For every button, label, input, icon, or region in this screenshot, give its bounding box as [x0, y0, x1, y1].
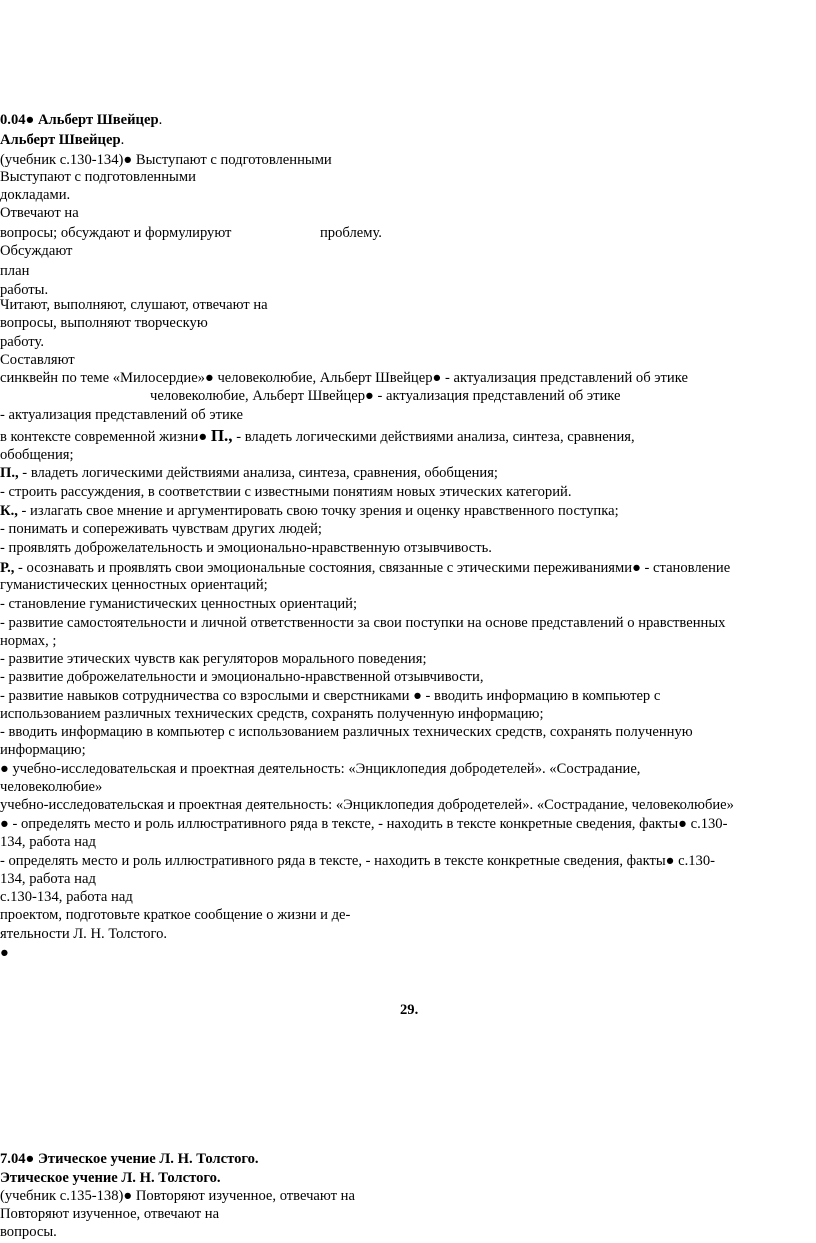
text-line: учебно-исследовательская и проектная деятельность: «Энциклопедия добродетелей». «Сострадание, человеколюбие» [0, 797, 734, 813]
text-line: вопросы. [0, 1224, 57, 1240]
text-fragment: - осознавать и проявлять свои эмоциональные состояния, связанные с этическими переживаниями● - становление [14, 560, 731, 576]
text-fragment: проблему. [320, 225, 382, 241]
lesson-title-dot: . [158, 112, 163, 128]
text-line: информацию; [0, 742, 86, 758]
text-line: - развитие доброжелательности и эмоционально-нравственной отзывчивости, [0, 669, 484, 685]
text-line: человеколюбие, Альберт Швейцер● - актуализация представлений об этике [150, 388, 621, 404]
text-line [0, 427, 635, 446]
text-line: - становление гуманистических ценностных ориентаций; [0, 596, 358, 612]
text-fragment: в контексте современной жизни● [0, 429, 211, 445]
text-line: (учебник с.130-134)● Выступают с подготовленными [0, 152, 332, 168]
text-line: проектом, подготовьте краткое сообщение о жизни и де- [0, 907, 351, 923]
text-line: работу. [0, 334, 44, 350]
lesson-topic-dot: . [120, 132, 125, 148]
text-line: - вводить информацию в компьютер с использованием различных технических средств, сохранять полученную [0, 724, 693, 740]
text-line: работы. [0, 282, 49, 298]
text-line: докладами. [0, 187, 71, 203]
text-line: гуманистических ценностных ориентаций; [0, 577, 268, 593]
text-line: вопросы, выполняют творческую [0, 315, 208, 331]
text-fragment: - владеть логическими действиями анализа, синтеза, сравнения, [232, 429, 635, 445]
text-line [0, 502, 619, 520]
text-line: Читают, выполняют, слушают, отвечают на [0, 297, 268, 313]
text-line: - проявлять доброжелательность и эмоционально-нравственную отзывчивость. [0, 540, 492, 556]
text-line: Обсуждают [0, 243, 73, 259]
text-line: - строить рассуждения, в соответствии с известными понятиям новых этических категорий. [0, 484, 572, 500]
text-line: Выступают с подготовленными [0, 169, 196, 185]
lesson-header [0, 111, 162, 129]
text-fragment: - владеть логическими действиями анализа, синтеза, сравнения, обобщения; [18, 465, 498, 481]
text-line: нормах, ; [0, 633, 57, 649]
category-label: К., [0, 503, 18, 519]
text-line: ● учебно-исследовательская и проектная деятельность: «Энциклопедия добродетелей». «Сострадание, [0, 761, 641, 777]
text-line: план [0, 263, 30, 279]
text-line: - понимать и сопереживать чувствам других людей; [0, 521, 322, 537]
text-line: 134, работа над [0, 871, 96, 887]
text-fragment: - излагать свое мнение и аргументировать свою точку зрения и оценку нравственного поступка; [17, 503, 619, 519]
text-line [0, 464, 498, 482]
text-line: с.130-134, работа над [0, 889, 133, 905]
text-line: - развитие этических чувств как регуляторов морального поведения; [0, 651, 427, 667]
bullet-icon: ● [0, 945, 9, 961]
text-line: - актуализация представлений об этике [0, 407, 243, 423]
text-line: обобщения; [0, 447, 74, 463]
text-line: Отвечают на [0, 205, 79, 221]
text-line: 134, работа над [0, 834, 96, 850]
category-label: Р., [0, 560, 15, 576]
text-line: ятельности Л. Н. Толстого. [0, 926, 168, 942]
text-line: Повторяют изученное, отвечают на [0, 1206, 220, 1222]
text-line: Составляют [0, 352, 75, 368]
lesson-topic-text: Альберт Швейцер [0, 132, 121, 148]
text-line: - развитие самостоятельности и личной ответственности за свои поступки на основе представлений о нравственных [0, 615, 726, 631]
lesson-topic: Этическое учение Л. Н. Толстого. [0, 1170, 221, 1186]
page-number: 29. [400, 1002, 419, 1018]
category-label: П., [0, 465, 19, 481]
text-line [0, 224, 382, 242]
lesson-title: 0.04● Альберт Швейцер [0, 112, 159, 128]
lesson-title: 7.04● Этическое учение Л. Н. Толстого. [0, 1151, 259, 1167]
text-line: синквейн по теме «Милосердие»● человеколюбие, Альберт Швейцер● - актуализация представлений об этике [0, 370, 688, 386]
text-line: - развитие навыков сотрудничества со взрослыми и сверстниками ● - вводить информацию в компьютер с [0, 688, 661, 704]
text-line: ● - определять место и роль иллюстративного ряда в тексте, - находить в тексте конкретные сведения, факты● с.130- [0, 816, 728, 832]
text-fragment: вопросы; обсуждают и формулируют [0, 225, 232, 241]
category-label: П., [210, 426, 233, 445]
text-line: использованием различных технических средств, сохранять полученную информацию; [0, 706, 544, 722]
lesson-topic [0, 131, 124, 149]
text-line: - определять место и роль иллюстративного ряда в тексте, - находить в тексте конкретные сведения, факты● с.130- [0, 853, 715, 869]
text-line [0, 559, 730, 577]
text-line: (учебник с.135-138)● Повторяют изученное, отвечают на [0, 1188, 355, 1204]
text-line: человеколюбие» [0, 779, 103, 795]
